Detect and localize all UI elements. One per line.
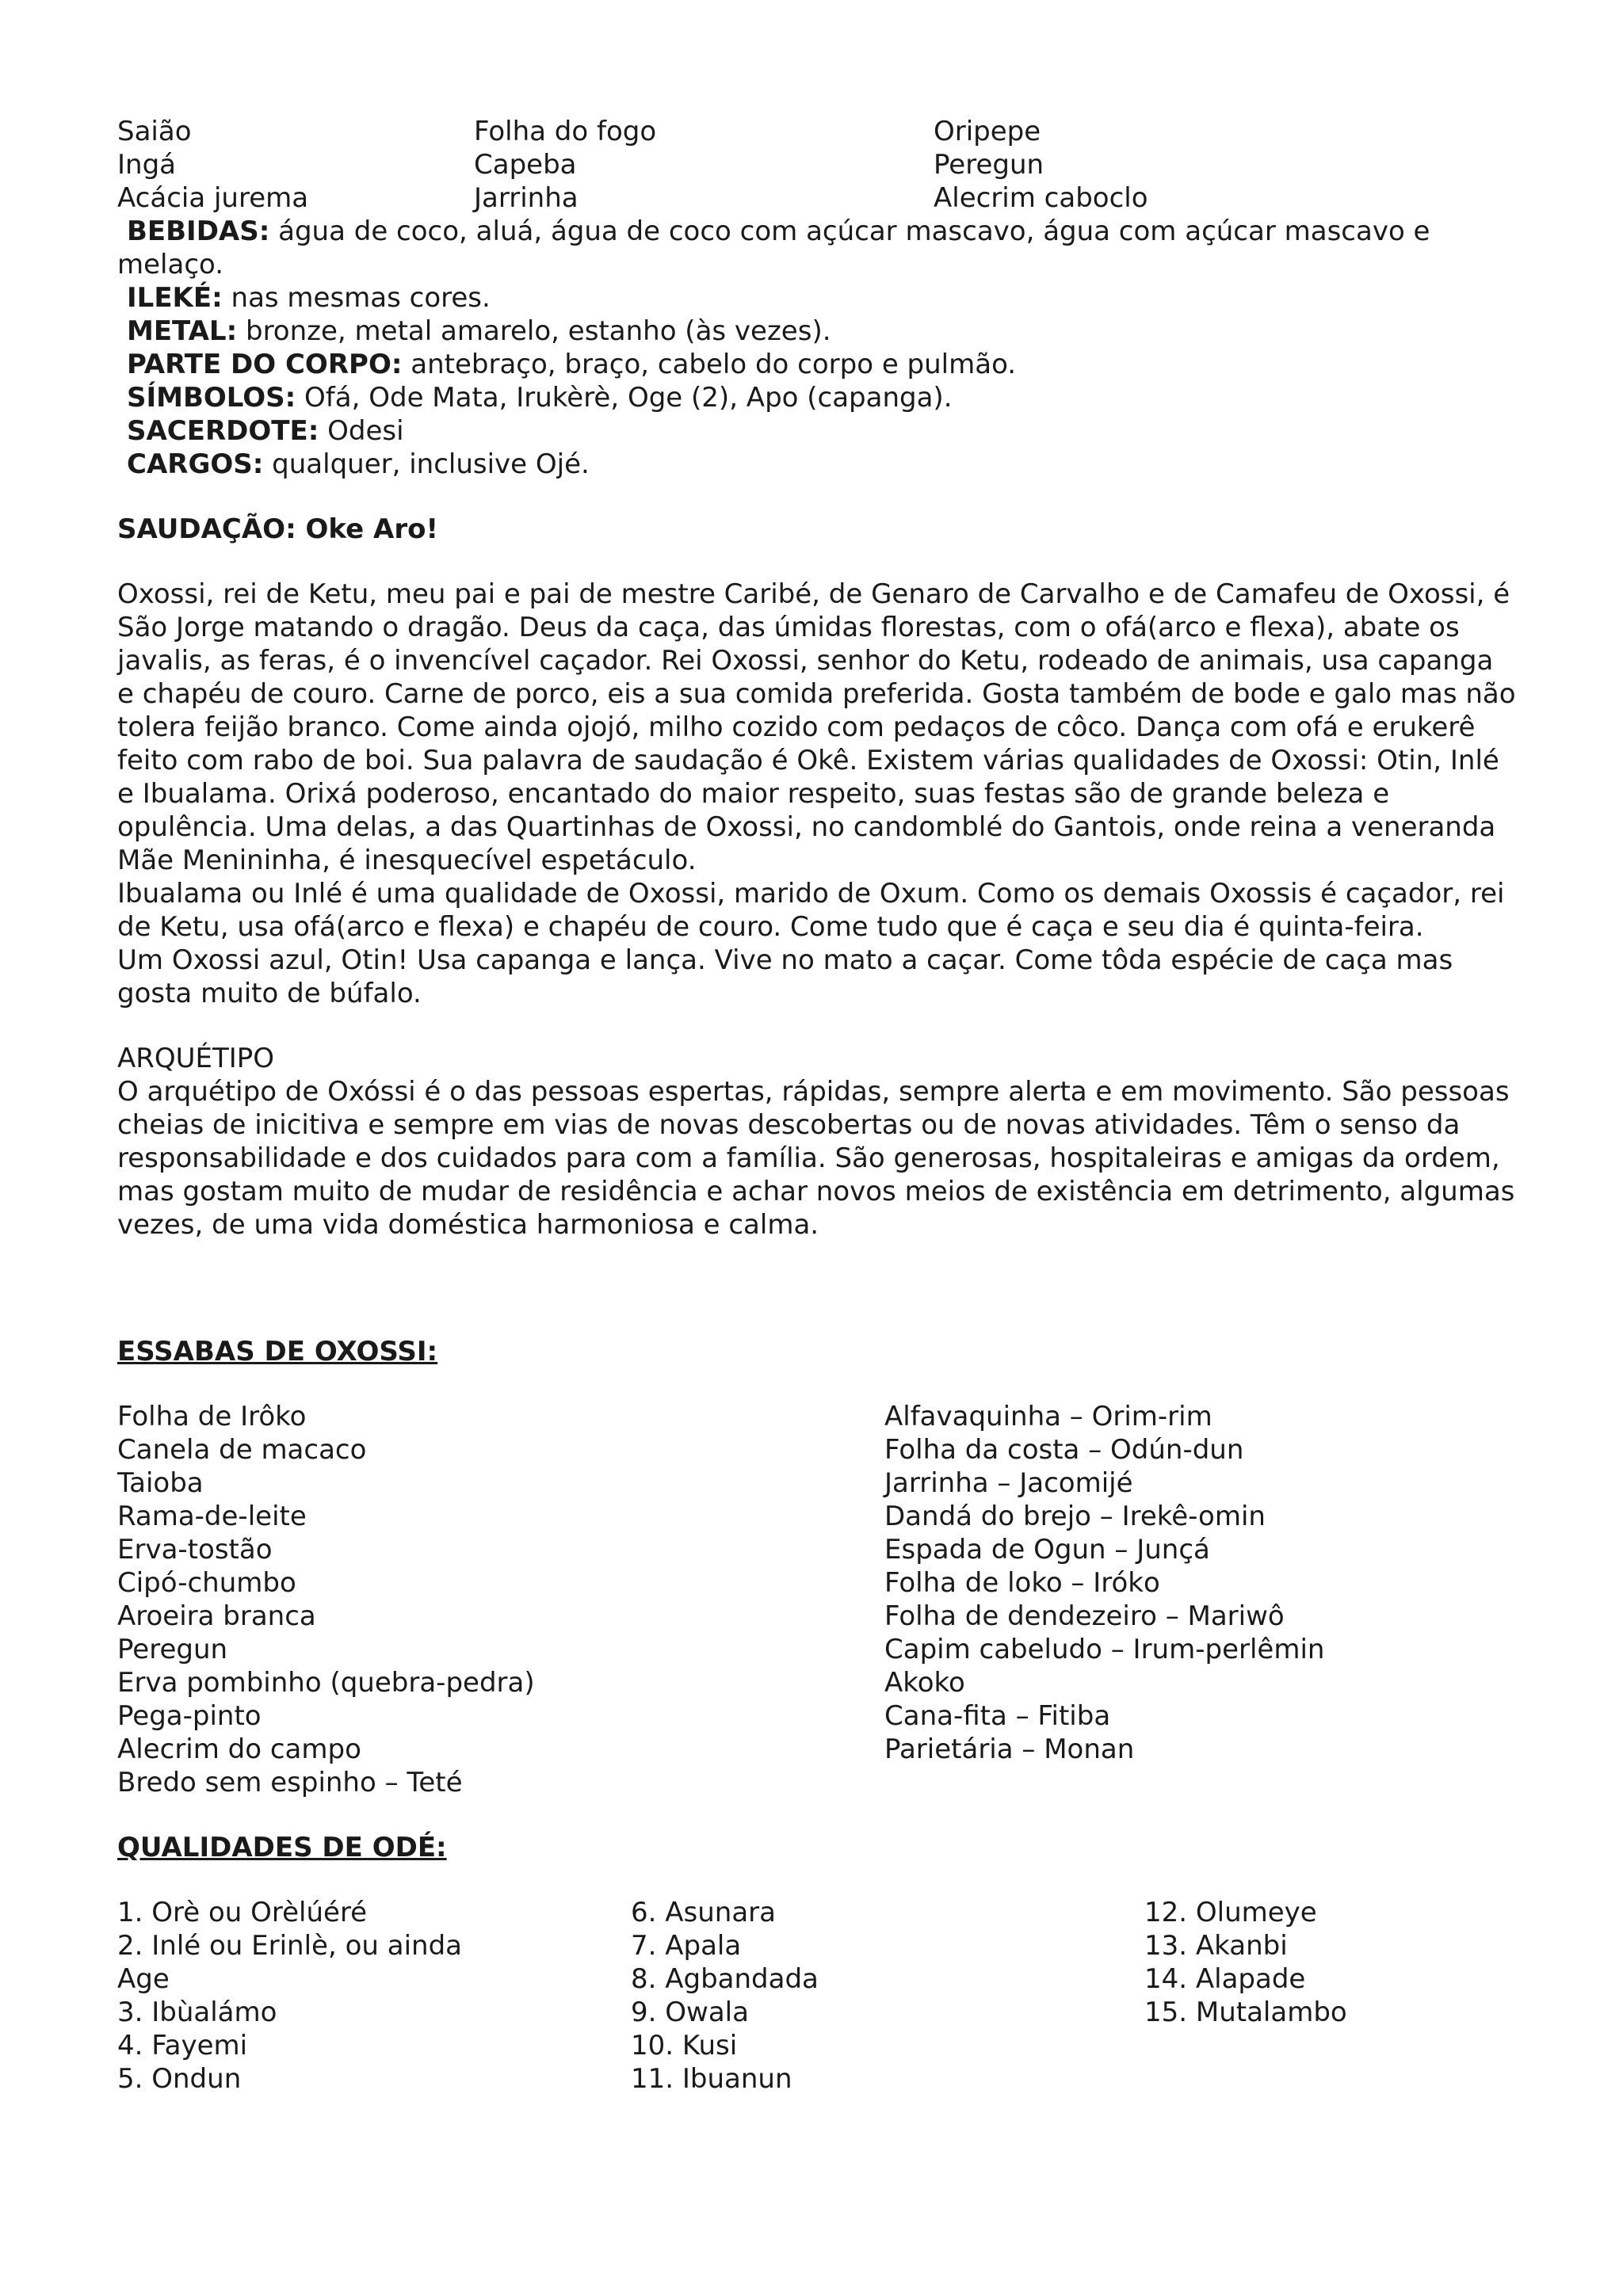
list-item: Alfavaquinha – Orim-rim bbox=[884, 1401, 1212, 1432]
list-item: Folha de Irôko bbox=[117, 1401, 307, 1432]
attribute-value: Ofá, Ode Mata, Irukèrè, Oge (2), Apo (capanga). bbox=[296, 382, 953, 414]
list-item: Dandá do brejo – Irekê-omin bbox=[884, 1501, 1266, 1532]
body-line: tolera feijão branco. Come ainda ojojó, milho cozido com pedaços de côco. Dança com ofá e erukerê bbox=[117, 711, 1476, 743]
list-item: 9. Owala bbox=[631, 1997, 749, 2028]
attribute-value: bronze, metal amarelo, estanho (às vezes). bbox=[237, 315, 831, 347]
plants-table bbox=[117, 115, 1544, 215]
plant-cell: Jarrinha bbox=[474, 182, 579, 214]
list-item: Akoko bbox=[884, 1667, 965, 1699]
arquetipo-section bbox=[117, 1042, 1544, 1241]
list-item: 14. Alapade bbox=[1144, 1963, 1306, 1995]
attribute-ileke bbox=[117, 281, 1544, 315]
list-item: Cipó-chumbo bbox=[117, 1567, 296, 1599]
attribute-value: qualquer, inclusive Ojé. bbox=[263, 448, 590, 480]
qualidades-list bbox=[117, 1896, 1544, 2096]
body-line: Oxossi, rei de Ketu, meu pai e pai de mestre Caribé, de Genaro de Carvalho e de Camafeu de Oxossi, é bbox=[117, 578, 1510, 610]
body-line: São Jorge matando o dragão. Deus da caça, das úmidas florestas, com o ofá(arco e flexa), abate os bbox=[117, 612, 1460, 643]
list-item: Erva-tostão bbox=[117, 1534, 273, 1566]
list-item: 3. Ibùalámo bbox=[117, 1997, 277, 2028]
list-item: 5. Ondun bbox=[117, 2063, 242, 2095]
plant-cell: Oripepe bbox=[934, 116, 1041, 147]
attribute-simbolos bbox=[117, 381, 1544, 414]
arquetipo-line: mas gostam muito de mudar de residência e achar novos meios de existência em detrimento, algumas bbox=[117, 1176, 1515, 1207]
document-page bbox=[117, 115, 1544, 2096]
attribute-label: SACERDOTE: bbox=[127, 415, 319, 447]
list-item: Capim cabeludo – Irum-perlêmin bbox=[884, 1634, 1325, 1665]
list-item: Pega-pinto bbox=[117, 1700, 262, 1732]
saudacao-heading: SAUDAÇÃO: Oke Aro! bbox=[117, 513, 438, 545]
body-line: opulência. Uma delas, a das Quartinhas de Oxossi, no candomblé do Gantois, onde reina a veneranda bbox=[117, 811, 1496, 843]
essabas-right-column bbox=[884, 1400, 1518, 1799]
attribute-parte-do-corpo bbox=[117, 348, 1544, 381]
attribute-sacerdote bbox=[117, 414, 1544, 448]
attribute-label: ILEKÉ: bbox=[127, 282, 223, 314]
qualidades-column-2 bbox=[631, 1896, 1144, 2096]
attribute-label: SÍMBOLOS: bbox=[127, 382, 296, 414]
list-item: Age bbox=[117, 1963, 170, 1995]
list-item: Cana-fita – Fitiba bbox=[884, 1700, 1111, 1732]
attribute-value: água de coco, aluá, água de coco com açúcar mascavo, água com açúcar mascavo e bbox=[269, 215, 1430, 247]
list-item: Rama-de-leite bbox=[117, 1501, 307, 1532]
body-paragraph bbox=[117, 578, 1544, 1010]
plant-cell: Capeba bbox=[474, 149, 577, 181]
list-item: Erva pombinho (quebra-pedra) bbox=[117, 1667, 535, 1699]
qualidades-column-3 bbox=[1144, 1896, 1541, 2096]
body-line: e Ibualama. Orixá poderoso, encantado do maior respeito, suas festas são de grande beleza e bbox=[117, 778, 1390, 810]
list-item: Bredo sem espinho – Teté bbox=[117, 1767, 463, 1798]
attribute-label: BEBIDAS: bbox=[127, 215, 270, 247]
body-line: feito com rabo de boi. Sua palavra de saudação é Okê. Existem várias qualidades de Oxossi: Otin, Inlé bbox=[117, 745, 1499, 776]
plant-cell: Alecrim caboclo bbox=[934, 182, 1148, 214]
attribute-value: Odesi bbox=[319, 415, 404, 447]
attribute-label: METAL: bbox=[127, 315, 238, 347]
essabas-heading: ESSABAS DE OXOSSI: bbox=[117, 1336, 438, 1367]
list-item: Folha de dendezeiro – Mariwô bbox=[884, 1600, 1285, 1632]
attributes-list bbox=[117, 215, 1544, 481]
arquetipo-line: vezes, de uma vida doméstica harmoniosa e calma. bbox=[117, 1209, 819, 1241]
list-item: 6. Asunara bbox=[631, 1897, 776, 1928]
attribute-label: CARGOS: bbox=[127, 448, 264, 480]
list-item: Canela de macaco bbox=[117, 1434, 367, 1466]
list-item: 15. Mutalambo bbox=[1144, 1997, 1347, 2028]
list-item: Alecrim do campo bbox=[117, 1733, 361, 1765]
list-item: 11. Ibuanun bbox=[631, 2063, 792, 2095]
body-line: Um Oxossi azul, Otin! Usa capanga e lança. Vive no mato a caçar. Come tôda espécie de caça mas bbox=[117, 944, 1453, 976]
plant-cell: Saião bbox=[117, 116, 192, 147]
attribute-value: antebraço, braço, cabelo do corpo e pulmão. bbox=[402, 349, 1017, 380]
body-line: Mãe Menininha, é inesquecível espetáculo. bbox=[117, 845, 697, 876]
attribute-bebidas-cont: melaço. bbox=[117, 249, 224, 280]
list-item: 12. Olumeye bbox=[1144, 1897, 1317, 1928]
list-item: Folha da costa – Odún-dun bbox=[884, 1434, 1244, 1466]
body-line: javalis, as feras, é o invencível caçador. Rei Oxossi, senhor do Ketu, rodeado de animais, usa capanga bbox=[117, 645, 1494, 677]
list-item: 2. Inlé ou Erinlè, ou ainda bbox=[117, 1930, 462, 1962]
list-item: Folha de loko – Irókо bbox=[884, 1567, 1160, 1599]
essabas-list bbox=[117, 1400, 1544, 1799]
essabas-left-column bbox=[117, 1400, 884, 1799]
attribute-metal bbox=[117, 315, 1544, 348]
attribute-value: nas mesmas cores. bbox=[222, 282, 491, 314]
qualidades-column-1 bbox=[117, 1896, 631, 2096]
arquetipo-line: responsabilidade e dos cuidados para com a família. São generosas, hospitaleiras e amigas da ordem, bbox=[117, 1142, 1500, 1174]
list-item: 10. Kusi bbox=[631, 2030, 738, 2061]
arquetipo-line: cheias de inicitiva e sempre em vias de novas descobertas ou de novas atividades. Têm o senso da bbox=[117, 1109, 1461, 1141]
arquetipo-line: O arquétipo de Oxóssi é o das pessoas espertas, rápidas, sempre alerta e em movimento. São pessoas bbox=[117, 1076, 1510, 1108]
arquetipo-title: ARQUÉTIPO bbox=[117, 1043, 275, 1074]
list-item: Parietária – Monan bbox=[884, 1733, 1135, 1765]
list-item: 13. Akanbi bbox=[1144, 1930, 1288, 1962]
list-item: Taioba bbox=[117, 1467, 204, 1499]
list-item: 8. Agbandada bbox=[631, 1963, 819, 1995]
body-line: e chapéu de couro. Carne de porco, eis a sua comida preferida. Gosta também de bode e galo mas não bbox=[117, 678, 1516, 710]
list-item: Espada de Ogun – Junçá bbox=[884, 1534, 1210, 1566]
plant-cell: Peregun bbox=[934, 149, 1044, 181]
list-item: Jarrinha – Jacomijé bbox=[884, 1467, 1133, 1499]
list-item: Aroeira branca bbox=[117, 1600, 316, 1632]
plant-cell: Acácia jurema bbox=[117, 182, 309, 214]
plant-cell: Ingá bbox=[117, 149, 176, 181]
list-item: Peregun bbox=[117, 1634, 228, 1665]
body-line: de Ketu, usa ofá(arco e flexa) e chapéu de couro. Come tudo que é caça e seu dia é quinta-feira. bbox=[117, 911, 1424, 943]
body-line: Ibualama ou Inlé é uma qualidade de Oxossi, marido de Oxum. Como os demais Oxossis é caçador, rei bbox=[117, 878, 1505, 910]
list-item: 1. Orè ou Orèlúéré bbox=[117, 1897, 368, 1928]
attribute-label: PARTE DO CORPO: bbox=[127, 349, 403, 380]
plant-cell: Folha do fogo bbox=[474, 116, 657, 147]
list-item: 7. Apala bbox=[631, 1930, 742, 1962]
attribute-cargos bbox=[117, 448, 1544, 481]
body-line: gosta muito de búfalo. bbox=[117, 978, 422, 1009]
list-item: 4. Fayemi bbox=[117, 2030, 248, 2061]
attribute-bebidas bbox=[117, 215, 1544, 248]
qualidades-heading: QUALIDADES DE ODÉ: bbox=[117, 1832, 447, 1863]
